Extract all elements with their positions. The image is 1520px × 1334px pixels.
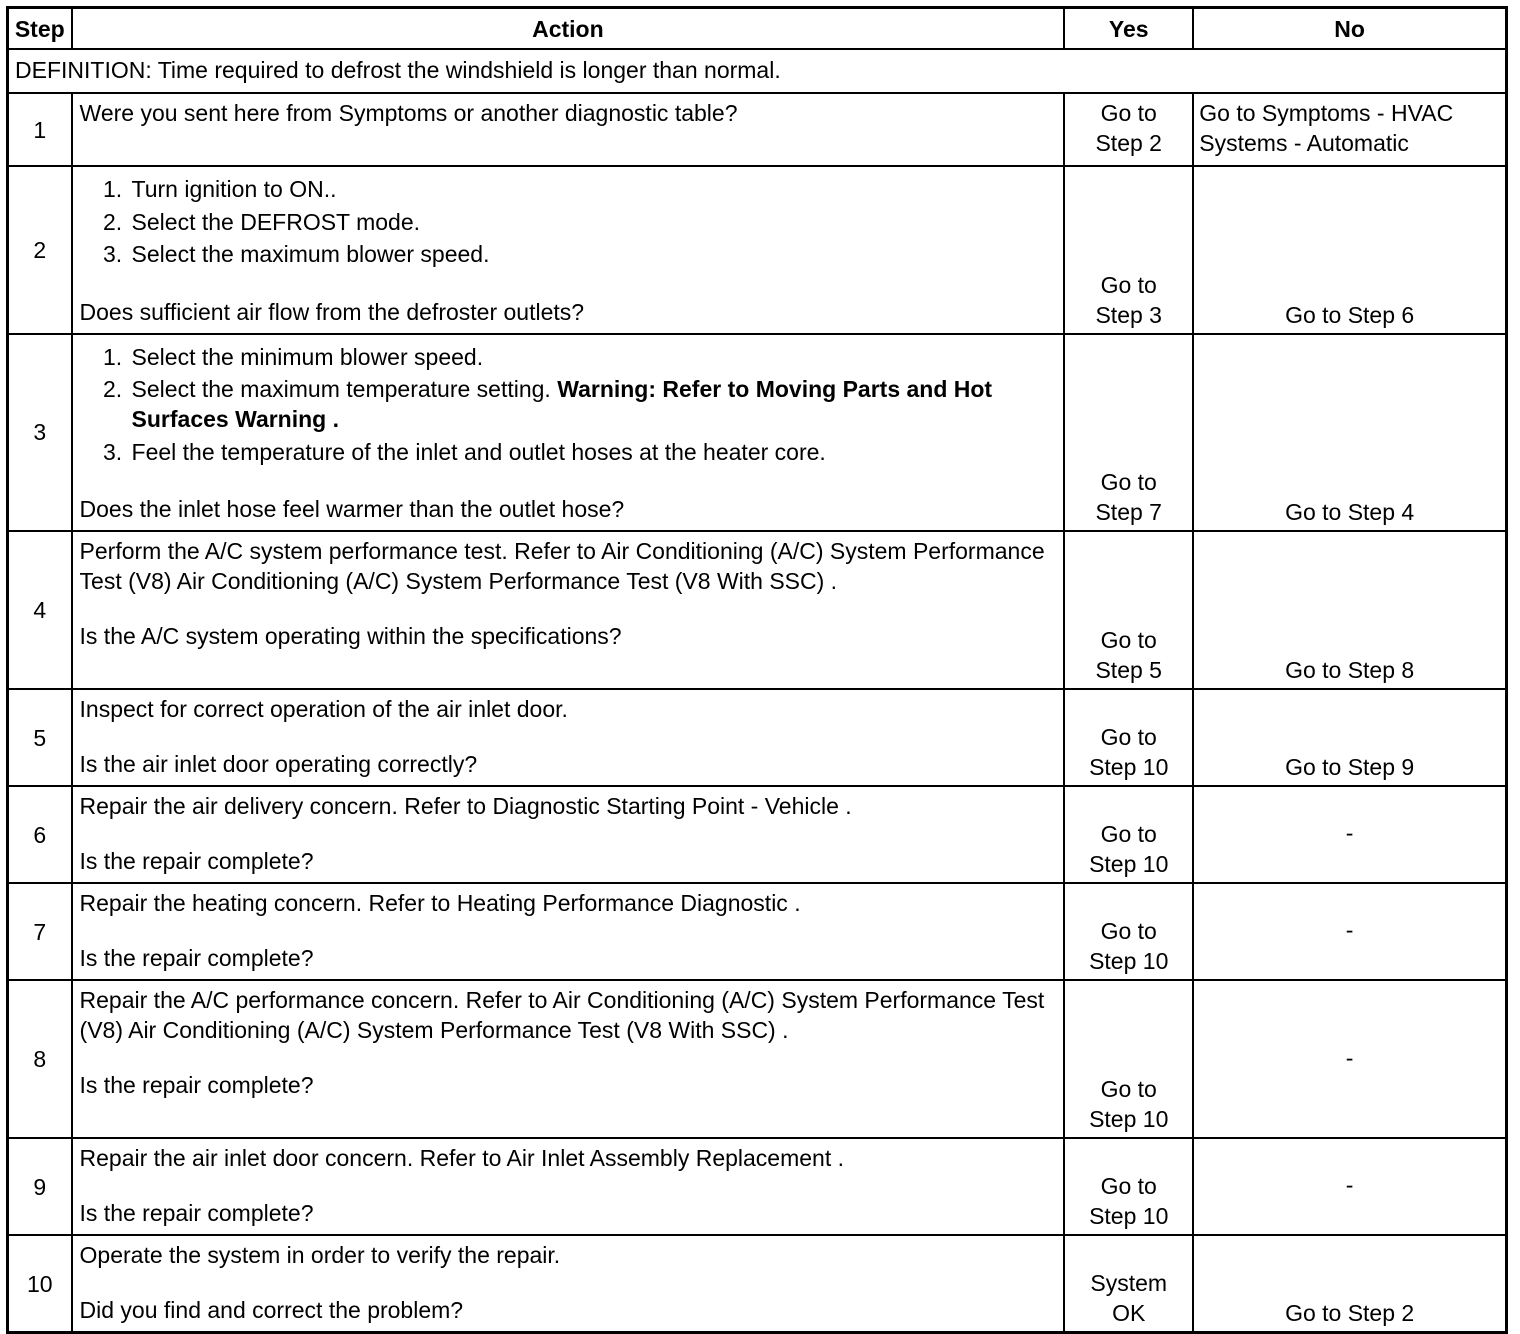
action-text: Inspect for correct operation of the air inlet door.	[79, 696, 568, 722]
list-item-text: Select the maximum temperature setting.	[131, 376, 551, 402]
action-text: Perform the A/C system performance test. Refer to Air Conditioning (A/C) System Performance Test (V8) Air Conditioning (A/C) System Performance Test (V8 With SSC) .	[79, 538, 1045, 594]
table-row	[8, 786, 1507, 883]
step-number: 1	[8, 93, 72, 166]
action-cell	[72, 883, 1065, 980]
no-text: -	[1345, 917, 1354, 943]
yes-text: Go to Step 7	[1095, 469, 1162, 525]
list-item	[129, 374, 1056, 434]
action-cell	[72, 980, 1065, 1138]
no-text: Go to Step 6	[1285, 301, 1415, 328]
list-item: 1. Select the minimum blower speed.	[129, 342, 1056, 372]
question-text: Is the repair complete?	[79, 1200, 314, 1226]
diagnostic-table	[6, 6, 1508, 1334]
yes-text: System OK	[1090, 1270, 1168, 1326]
no-cell	[1193, 334, 1506, 532]
step-number: 2	[8, 166, 72, 334]
table-row	[8, 166, 1507, 334]
step-number: 3	[8, 334, 72, 532]
header-yes: Yes	[1064, 8, 1193, 50]
action-cell	[72, 689, 1065, 786]
no-text: Go to Step 2	[1285, 1300, 1415, 1326]
no-cell	[1193, 786, 1506, 883]
step-number: 7	[8, 883, 72, 980]
yes-cell	[1064, 531, 1193, 689]
action-text: Were you sent here from Symptoms or another diagnostic table?	[79, 100, 738, 126]
step-number: 4	[8, 531, 72, 689]
yes-text: Go to Step 10	[1089, 918, 1169, 974]
no-text: Go to Step 8	[1285, 657, 1415, 683]
no-text: Go to Step 9	[1285, 754, 1415, 780]
no-cell	[1193, 93, 1506, 166]
no-text: -	[1345, 820, 1354, 846]
step-list	[80, 342, 1056, 467]
action-text: Repair the air delivery concern. Refer to Diagnostic Starting Point - Vehicle .	[79, 793, 852, 819]
yes-text: Go to Step 10	[1089, 821, 1169, 877]
question-text: Is the air inlet door operating correctly?	[79, 751, 478, 777]
action-cell	[72, 786, 1065, 883]
no-cell	[1193, 166, 1506, 334]
list-item: 2. Select the DEFROST mode.	[129, 207, 1056, 237]
yes-cell	[1064, 786, 1193, 883]
yes-cell	[1064, 1138, 1193, 1235]
table-row	[8, 1235, 1507, 1333]
question-text: Did you find and correct the problem?	[79, 1297, 464, 1323]
question-text: Is the repair complete?	[79, 1072, 314, 1098]
header-action: Action	[72, 8, 1065, 50]
list-item: 1. Turn ignition to ON..	[129, 174, 1056, 204]
table-row	[8, 334, 1507, 532]
header-row	[8, 8, 1507, 50]
step-number: 6	[8, 786, 72, 883]
question-text: Is the repair complete?	[79, 848, 314, 874]
no-cell	[1193, 531, 1506, 689]
yes-text: Go to Step 5	[1095, 627, 1162, 683]
action-text: Repair the A/C performance concern. Refer to Air Conditioning (A/C) System Performance Test (V8) Air Conditioning (A/C) System Performance Test (V8 With SSC) .	[79, 987, 1045, 1043]
question-text: Is the repair complete?	[79, 945, 314, 971]
yes-cell	[1064, 883, 1193, 980]
action-cell	[72, 531, 1065, 689]
yes-text: Go to Step 10	[1089, 1173, 1169, 1229]
yes-cell	[1064, 166, 1193, 334]
question-text: Does the inlet hose feel warmer than the outlet hose?	[79, 496, 625, 522]
step-list	[80, 174, 1056, 269]
step-number: 10	[8, 1235, 72, 1333]
action-cell	[72, 1138, 1065, 1235]
action-text: Operate the system in order to verify the repair.	[79, 1242, 561, 1268]
list-item: 3. Select the maximum blower speed.	[129, 239, 1056, 269]
yes-cell	[1064, 980, 1193, 1138]
table-row	[8, 531, 1507, 689]
no-text: Go to Step 4	[1285, 499, 1415, 525]
question-text: Is the A/C system operating within the specifications?	[79, 623, 622, 649]
yes-text: Go to Step 2	[1095, 100, 1162, 156]
action-text: Repair the heating concern. Refer to Heating Performance Diagnostic .	[79, 890, 801, 916]
action-cell	[72, 166, 1065, 334]
no-text: -	[1345, 1044, 1354, 1071]
definition-row	[8, 49, 1507, 93]
yes-cell	[1064, 689, 1193, 786]
step-number: 8	[8, 980, 72, 1138]
yes-cell	[1064, 334, 1193, 532]
header-no: No	[1193, 8, 1506, 50]
yes-text: Go to Step 3	[1095, 271, 1162, 328]
no-cell	[1193, 883, 1506, 980]
no-text: -	[1345, 1172, 1354, 1198]
table-row	[8, 883, 1507, 980]
no-cell	[1193, 1235, 1506, 1333]
table-row	[8, 980, 1507, 1138]
question-text: Does sufficient air flow from the defroster outlets?	[79, 298, 585, 325]
yes-cell	[1064, 93, 1193, 166]
yes-text: Go to Step 10	[1089, 1076, 1169, 1132]
action-cell	[72, 93, 1065, 166]
definition: DEFINITION: Time required to defrost the windshield is longer than normal.	[8, 49, 1507, 93]
table-row	[8, 93, 1507, 166]
action-cell	[72, 1235, 1065, 1333]
list-item: 3. Feel the temperature of the inlet and outlet hoses at the heater core.	[129, 437, 1056, 467]
warning-text: Warning: Refer to Moving Parts and Hot Surfaces Warning .	[131, 376, 993, 432]
yes-text: Go to Step 10	[1089, 724, 1169, 780]
step-number: 9	[8, 1138, 72, 1235]
no-cell	[1193, 689, 1506, 786]
action-text: Repair the air inlet door concern. Refer to Air Inlet Assembly Replacement .	[79, 1145, 845, 1171]
yes-cell	[1064, 1235, 1193, 1333]
header-step: Step	[8, 8, 72, 50]
step-number: 5	[8, 689, 72, 786]
no-cell	[1193, 980, 1506, 1138]
action-cell	[72, 334, 1065, 532]
no-text: Go to Symptoms - HVAC Systems - Automatic	[1199, 100, 1454, 156]
no-cell	[1193, 1138, 1506, 1235]
table-row	[8, 1138, 1507, 1235]
table-row	[8, 689, 1507, 786]
